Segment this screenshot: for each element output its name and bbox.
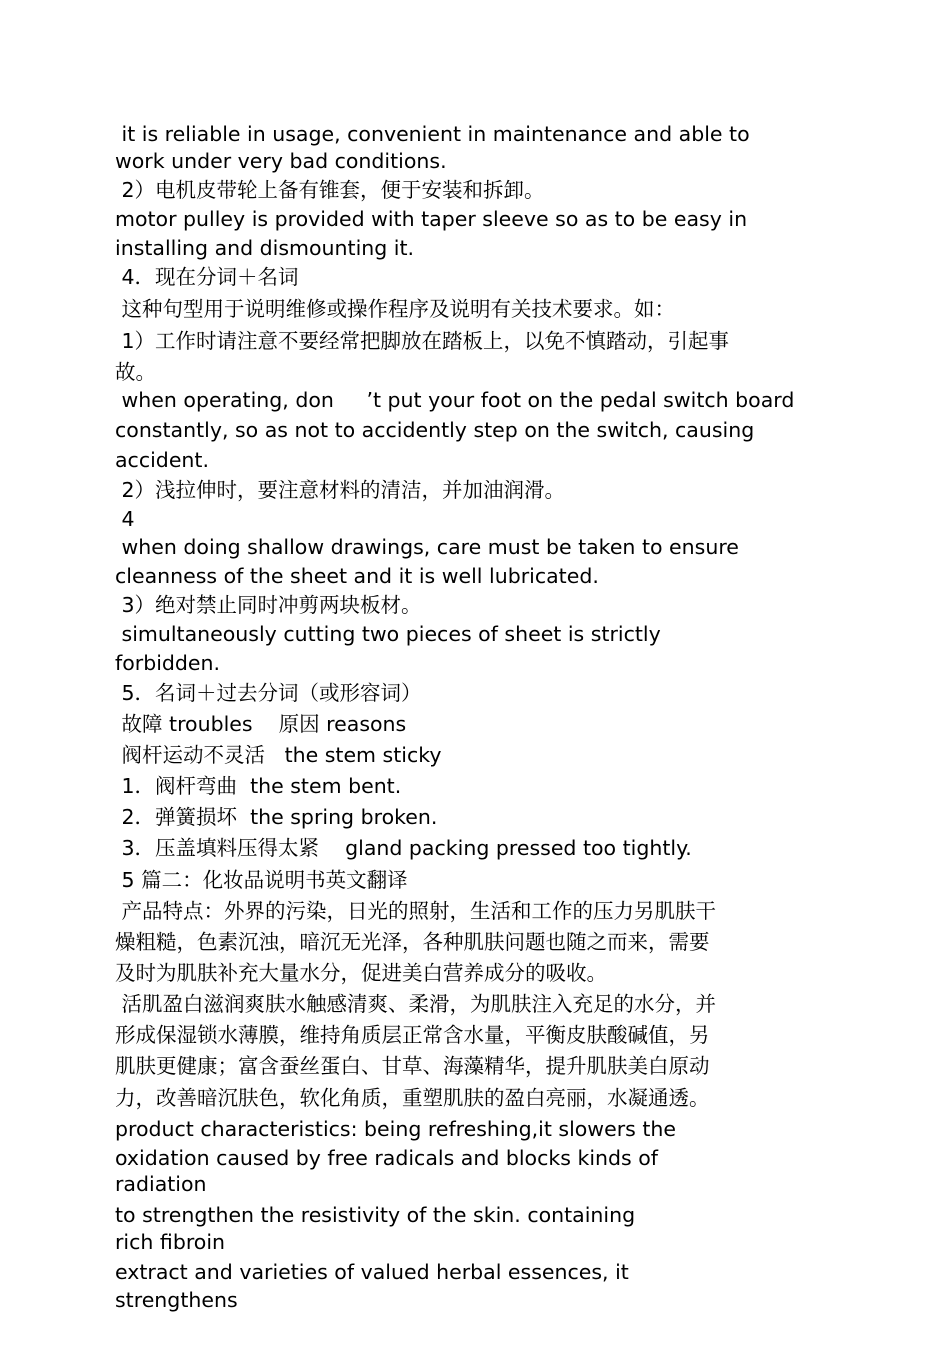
text-line: work under very bad conditions.	[115, 149, 447, 173]
text-line: 力，改善暗沉肤色，软化角质，重塑肌肤的盈白亮丽，水凝通透。	[115, 1086, 710, 1110]
text-line: simultaneously cutting two pieces of sheet is strictly	[115, 622, 661, 646]
text-line: rich fibroin	[115, 1230, 226, 1254]
text-line: when operating, don ’t put your foot on the pedal switch board	[115, 388, 795, 412]
text-line: extract and varieties of valued herbal essences, it	[115, 1260, 629, 1284]
text-line: 燥粗糙，色素沉浊，暗沉无光泽，各种肌肤问题也随之而来，需要	[115, 930, 710, 954]
text-line: product characteristics: being refreshing,it slowers the	[115, 1117, 676, 1141]
text-line: 产品特点：外界的污染，日光的照射，生活和工作的压力另肌肤干	[115, 899, 717, 923]
text-line: 这种句型用于说明维修或操作程序及说明有关技术要求。如：	[115, 297, 676, 321]
text-line: constantly, so as not to accidently step on the switch, causing	[115, 418, 755, 442]
text-line: 1）工作时请注意不要经常把脚放在踏板上，以免不慎踏动，引起事	[115, 329, 730, 353]
section-heading: 4．现在分词＋名词	[115, 265, 299, 289]
text-line: when doing shallow drawings, care must be taken to ensure	[115, 535, 739, 559]
text-line: 故障 troubles 原因 reasons	[115, 712, 407, 736]
text-line: 3．压盖填料压得太紧 gland packing pressed too tightly.	[115, 836, 692, 860]
section-heading: 5．名词＋过去分词（或形容词）	[115, 681, 422, 705]
text-line: 肌肤更健康；富含蚕丝蛋白、甘草、海藻精华，提升肌肤美白原动	[115, 1054, 710, 1078]
text-line: strengthens	[115, 1288, 238, 1312]
text-line: forbidden.	[115, 651, 221, 675]
text-line: oxidation caused by free radicals and blocks kinds of	[115, 1146, 658, 1170]
text-line: installing and dismounting it.	[115, 236, 415, 260]
text-line: it is reliable in usage, convenient in maintenance and able to	[115, 122, 750, 146]
text-line: 形成保湿锁水薄膜，维持角质层正常含水量，平衡皮肤酸碱值，另	[115, 1023, 710, 1047]
text-line: 2．弹簧损坏 the spring broken.	[115, 805, 438, 829]
text-line: accident.	[115, 448, 209, 472]
text-line: 2）浅拉伸时，要注意材料的清洁，并加油润滑。	[115, 478, 566, 502]
text-line: 3）绝对禁止同时冲剪两块板材。	[115, 593, 422, 617]
text-line: 及时为肌肤补充大量水分，促进美白营养成分的吸收。	[115, 961, 607, 985]
text-line: 阀杆运动不灵活 the stem sticky	[115, 743, 442, 767]
text-line: to strengthen the resistivity of the skin. containing	[115, 1203, 636, 1227]
text-line: 1．阀杆弯曲 the stem bent.	[115, 774, 402, 798]
section-heading: 5 篇二：化妆品说明书英文翻译	[115, 868, 408, 892]
page-number: 4	[115, 507, 135, 531]
text-line: 2）电机皮带轮上备有锥套，便于安装和拆卸。	[115, 178, 545, 202]
text-line: radiation	[115, 1172, 207, 1196]
text-line: motor pulley is provided with taper sleeve so as to be easy in	[115, 207, 748, 231]
text-line: cleanness of the sheet and it is well lubricated.	[115, 564, 599, 588]
text-line: 活肌盈白滋润爽肤水触感清爽、柔滑，为肌肤注入充足的水分，并	[115, 992, 717, 1016]
text-line: 故。	[115, 360, 156, 384]
